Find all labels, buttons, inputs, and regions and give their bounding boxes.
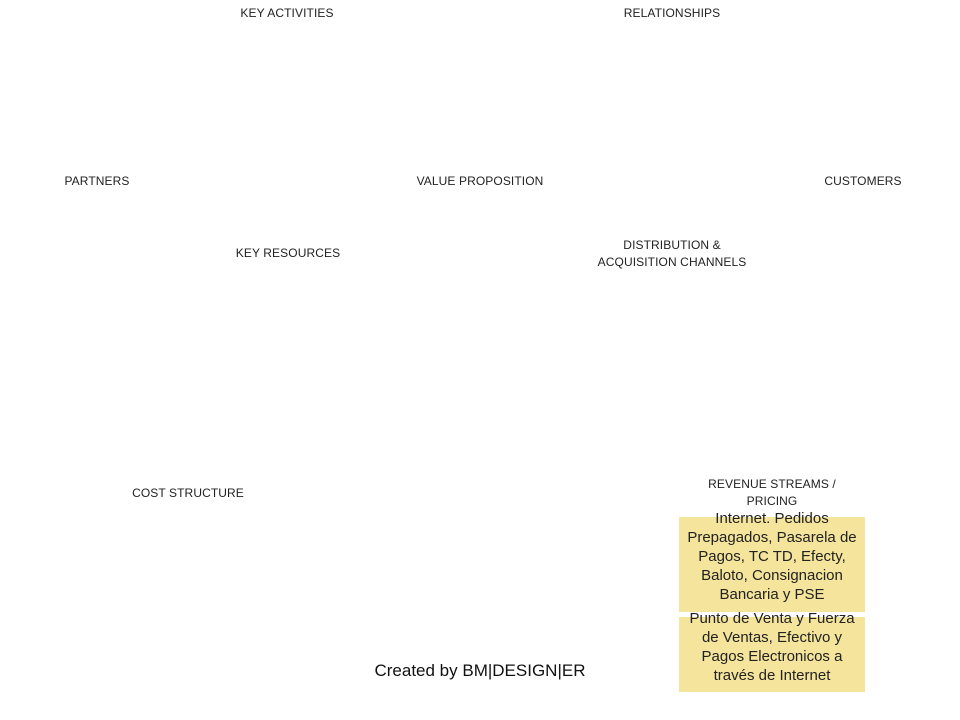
relationships-label: RELATIONSHIPS xyxy=(623,6,721,20)
sticky-note-punto-de-venta[interactable] xyxy=(679,610,865,692)
value-proposition-label: VALUE PROPOSITION xyxy=(416,174,544,188)
footer-credit: Created by BM|DESIGN|ER xyxy=(374,661,586,680)
revenue-streams-label: REVENUE STREAMS / PRICING xyxy=(708,477,836,508)
partners-label: PARTNERS xyxy=(64,174,130,188)
customers-label: CUSTOMERS xyxy=(824,174,902,188)
key-activities-label: KEY ACTIVITIES xyxy=(240,6,334,20)
sticky-note-text: Internet. Pedidos Prepagados, Pasarela de Pagos, TC TD, Efecty, Baloto, Consignacion Bancaria y PSE xyxy=(687,510,857,603)
sticky-note-text: Punto de Venta y Fuerza de Ventas, Efectivo y Pagos Electronicos a través de Internet xyxy=(689,610,855,684)
distribution-channels-label: DISTRIBUTION & ACQUISITION CHANNELS xyxy=(597,238,747,269)
cost-structure-label: COST STRUCTURE xyxy=(132,486,244,500)
key-resources-label: KEY RESOURCES xyxy=(235,246,341,260)
sticky-note-internet[interactable] xyxy=(679,510,865,612)
